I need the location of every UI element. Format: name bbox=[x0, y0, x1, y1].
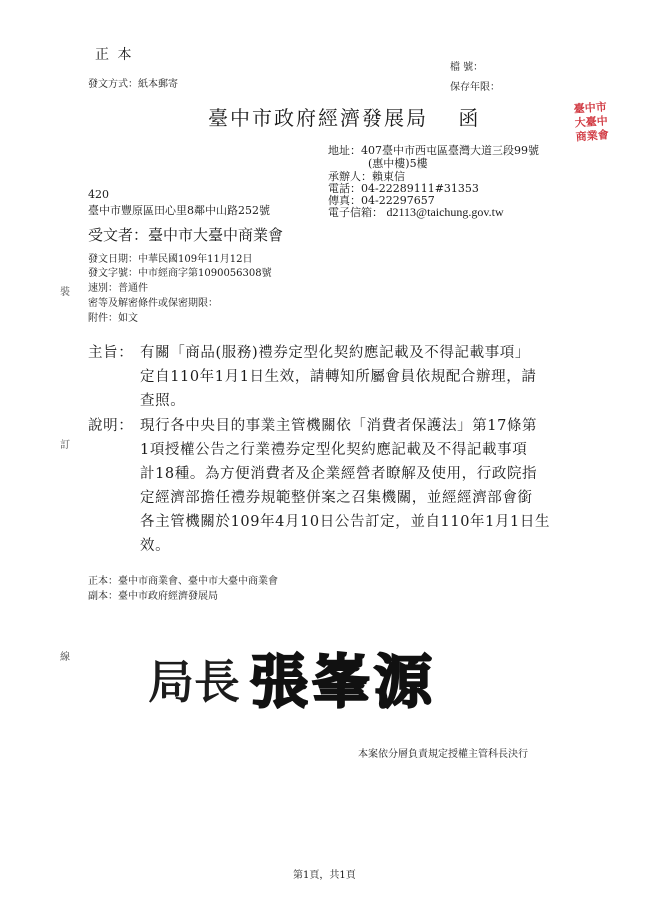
copy-type: 正 本 bbox=[95, 47, 134, 63]
speed: 速別：普通件 bbox=[88, 283, 148, 294]
explanation-body bbox=[140, 414, 550, 558]
secrecy: 密等及解密條件或保密期限： bbox=[88, 298, 218, 309]
attachment: 附件：如文 bbox=[88, 313, 138, 324]
document-type: 函 bbox=[458, 106, 481, 130]
director-signature bbox=[140, 632, 450, 727]
recipient-name: 臺中市大臺中商業會 bbox=[148, 226, 284, 244]
phone: 電話：04-22289111#31353 bbox=[328, 182, 479, 195]
subject-line: 定自110年1月1日生效，請轉知所屬會員依規配合辦理，請 bbox=[140, 369, 537, 385]
subject-line: 有關「商品(服務)禮券定型化契約應記載及不得記載事項」 bbox=[140, 345, 531, 361]
explanation-line: 各主管機關於109年4月10日公告訂定，並自110年1月1日生 bbox=[140, 514, 551, 530]
subject-label: 主旨： bbox=[88, 345, 134, 361]
recipient-address: 臺中市豐原區田心里8鄰中山路252號 bbox=[88, 204, 270, 217]
subject-body bbox=[140, 341, 536, 413]
dispatch-method: 發文方式：紙本郵寄 bbox=[88, 79, 178, 90]
sender-address: 地址：407臺中市西屯區臺灣大道三段99號 bbox=[328, 144, 539, 157]
copy-recipients: 副本：臺中市政府經濟發展局 bbox=[88, 591, 218, 602]
margin-mark-bind: 裝 bbox=[60, 287, 70, 298]
subject-line: 查照。 bbox=[140, 393, 186, 409]
explanation-line: 現行各中央目的事業主管機關依「消費者保護法」第17條第 bbox=[140, 418, 538, 434]
page-number: 第1頁，共1頁 bbox=[293, 870, 356, 881]
issue-date: 發文日期：中華民國109年11月12日 bbox=[88, 254, 253, 265]
email-label: 電子信箱： bbox=[328, 206, 383, 219]
explanation-line: 定經濟部擔任禮券規範整併案之召集機關，並經經濟部會銜 bbox=[140, 490, 533, 506]
received-stamp: 臺中市 大臺中 商業會 bbox=[573, 100, 610, 144]
delegation-note: 本案依分層負責規定授權主管科長決行 bbox=[358, 749, 528, 760]
margin-mark-staple: 訂 bbox=[60, 440, 70, 451]
recipient-zip: 420 bbox=[88, 188, 109, 201]
signature-title: 局長 bbox=[148, 655, 240, 709]
email-line bbox=[328, 204, 504, 220]
explanation-line: 1項授權公告之行業禮券定型化契約應記載及不得記載事項 bbox=[140, 442, 528, 458]
margin-mark-line: 線 bbox=[60, 652, 70, 663]
agency-name: 臺中市政府經濟發展局 bbox=[208, 106, 428, 130]
recipient-label: 受文者： bbox=[88, 226, 149, 244]
explanation-line: 計18種。為方便消費者及企業經營者瞭解及使用，行政院指 bbox=[140, 466, 538, 482]
explanation-label: 說明： bbox=[88, 418, 134, 434]
page-title bbox=[208, 102, 480, 131]
signature-brush-strokes bbox=[140, 632, 450, 727]
file-number-label: 檔 號： bbox=[450, 62, 484, 73]
sender-building: (惠中樓)5樓 bbox=[368, 157, 428, 170]
retention-label: 保存年限： bbox=[450, 82, 500, 93]
document-number: 發文字號：中市經商字第1090056308號 bbox=[88, 268, 272, 279]
handler: 承辦人：賴東信 bbox=[328, 170, 405, 183]
email-address: d2113@taichung.gov.tw bbox=[386, 205, 504, 219]
signature-name: 張峯源 bbox=[250, 648, 437, 716]
original-recipients: 正本：臺中市商業會、臺中市大臺中商業會 bbox=[88, 576, 278, 587]
recipient-line bbox=[88, 224, 283, 245]
explanation-line: 效。 bbox=[140, 538, 171, 554]
fax: 傳真：04-22297657 bbox=[328, 194, 435, 207]
